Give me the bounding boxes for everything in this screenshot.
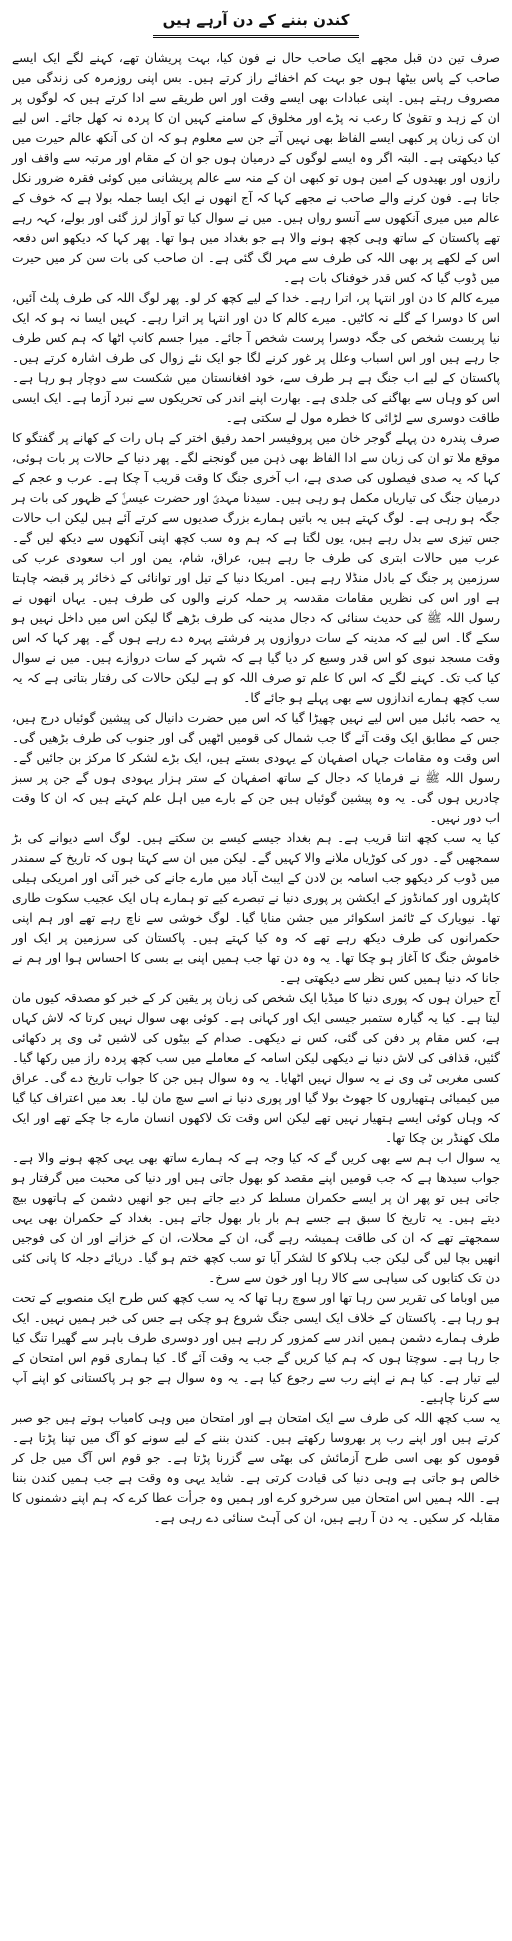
paragraph-5: کیا یہ سب کچھ اتنا قریب ہے۔ ہم بغداد جیسے کیسے بن سکتے ہیں۔ لوگ اسے دیوانے کی بڑ سمجھیں گے۔ دور کی کوڑیاں ملانے والا کہیں گے۔ لیکن میں ان سے کہتا ہوں کہ تاریخ کے سمندر میں ڈوب کر دیکھو جب اسامہ بن لادن کے ایبٹ آباد میں مارے جانے کی خبر آئی اور امریکی ہیلی کاپٹروں اور کمانڈوز کے ایکشن پر پوری دنیا نے تبصرے کیے تو ہمارے ہاں ایک عجیب سکوت طاری تھا۔ نیویارک کے ٹائمز اسکوائر میں جشن منایا گیا۔ لوگ خوشی سے ناچ رہے تھے اور ہم اپنی حکمرانوں کی طرف دیکھ رہے تھے کہ وہ کیا کہتے ہیں۔ پاکستان کی سرزمین پر ایک اور خاموش جنگ کا آغاز ہو چکا تھا۔ یہ وہ دن تھا جب ہمیں اپنی بے بسی کا احساس ہوا اور ہم نے جانا کہ دنیا ہمیں کس نظر سے دیکھتی ہے۔ [12, 831, 500, 985]
paragraph-4: یہ حصہ بائبل میں اس لیے نہیں چھیڑا گیا کہ اس میں حضرت دانیال کی پیشین گوئیاں درج ہیں، جس کے مطابق ایک وقت آئے گا جب شمال کی قومیں اٹھیں گی اور جنوب کی طرف بڑھیں گی۔ اس وقت وہ مقامات جہاں اصفہان کے یہودی بستے ہیں، ایک بڑے لشکر کا مرکز بن جائیں گے۔ رسول اللہ ﷺ نے فرمایا کہ دجال کے ساتھ اصفہان کے ستر ہزار یہودی ہوں گے جن پر سبز چادریں ہوں گی۔ یہ وہ پیشین گوئیاں ہیں جن کے بارے میں اہل علم کہتے ہیں کہ ان کا وقت اب دور نہیں۔ [12, 711, 500, 825]
paragraph-6: آج حیران ہوں کہ پوری دنیا کا میڈیا ایک شخص کی زبان پر یقین کر کے خبر کو مصدقہ کیوں مان لیتا ہے۔ کیا یہ گیارہ ستمبر جیسی ایک اور کہانی ہے۔ کوئی بھی سوال نہیں کرتا کہ لاش کہاں ہے، کس مقام پر دفن کی گئی، کس نے دیکھی۔ صدام کے بیٹوں کی لاشیں ٹی وی پر دکھائی گئیں، قذافی کی لاش دنیا نے دیکھی لیکن اسامہ کے معاملے میں سب کچھ پردہ راز میں رکھا گیا۔ کسی مغربی ٹی وی نے یہ سوال نہیں اٹھایا۔ یہ وہ سوال ہیں جن کا جواب تاریخ دے گی۔ عراق میں کیمیائی ہتھیاروں کا جھوٹ بولا گیا اور پوری دنیا نے اسے سچ مان لیا۔ بعد میں اعتراف کیا گیا کہ وہاں کوئی ایسے ہتھیار نہیں تھے لیکن اس وقت تک لاکھوں انسان مارے جا چکے تھے اور ایک ملک کھنڈر بن چکا تھا۔ [12, 991, 500, 1145]
paragraph-3: صرف پندرہ دن پہلے گوجر خان میں پروفیسر احمد رفیق اختر کے ہاں رات کے کھانے پر گفتگو کا موقع ملا تو ان کی زبان سے ادا الفاظ بھی ذہن میں گونجنے لگے۔ پھر دنیا کے حالات پر بات ہوئی، کہا کہ یہ صدی فیصلوں کی صدی ہے، اب آخری جنگ کا وقت قریب آ چکا ہے۔ عرب و عجم کے درمیان جنگ کی تیاریاں مکمل ہو رہی ہیں۔ سیدنا مہدیؑ اور حضرت عیسیٰؑ کے ظہور کی بات ہر جگہ ہو رہی ہے۔ لوگ کہتے ہیں یہ باتیں ہمارے بزرگ صدیوں سے کرتے آئے ہیں لیکن اب حالات جس تیزی سے بدل رہے ہیں، یوں لگتا ہے کہ ہم وہ سب کچھ اپنی آنکھوں سے دیکھ لیں گے۔ عرب میں حالات ابتری کی طرف جا رہے ہیں، عراق، شام، یمن اور اب سعودی عرب کی سرزمین پر جنگ کے بادل منڈلا رہے ہیں۔ امریکا دنیا کے تیل اور توانائی کے ذخائر پر قبضہ چاہتا ہے اور اس کی نظریں مقامات مقدسہ پر حملہ کرنے والوں کی طرف ہیں۔ یہاں انھوں نے رسول اللہ ﷺ کی حدیث سنائی کہ دجال مدینہ کی طرف بڑھے گا لیکن اس میں داخل نہیں ہو سکے گا۔ اس لیے کہ مدینہ کے سات دروازوں پر فرشتے پہرہ دے رہے ہوں گے۔ پھر کہا کہ اس وقت مسجد نبوی کو اس قدر وسیع کر دیا گیا ہے کہ شہر کے سات دروازے ہیں۔ میں نے سوال کیا کب تک۔ کہنے لگے کہ اس کا علم تو صرف اللہ کو ہے لیکن حالات کی رفتار بتاتی ہے کہ یہ سب کچھ ہمارے اندازوں سے بھی پہلے ہو جائے گا۔ [12, 431, 500, 705]
headline-container [12, 8, 500, 38]
paragraph-1: صرف تین دن قبل مجھے ایک صاحب حال نے فون کیا، بہت پریشان تھے، کہنے لگے ایک ایسے صاحب کے پاس بیٹھا ہوں جو بہت کم اخفائے راز کرتے ہیں۔ بس اپنی روزمرہ کی زندگی میں مصروف رہتے ہیں۔ اپنی عبادات بھی ایسے وقت اور اس طریقے سے ادا کرتے ہیں کہ لوگوں پر ان کے زہد و تقویٰ کا رعب نہ پڑے اور مخلوق کے سامنے کہیں ان کا پردہ نہ کھل جائے۔ اس لیے ان کی زبان پر کبھی ایسے الفاظ بھی نہیں آتے جن سے معلوم ہو کہ ان کی آنکھ عالم حیرت میں کیا دیکھتی ہے۔ البتہ اگر وہ ایسے لوگوں کے درمیان ہوں جو ان کے مقام اور مرتبہ سے واقف اور رازوں اور بھیدوں کے امین ہوں تو کبھی ان کے منہ سے عالم پریشانی میں کوئی فقرہ ضرور نکل جاتا ہے۔ فون کرنے والے صاحب نے مجھے کہا کہ آج انھوں نے ایک ایسا جملہ بولا ہے کہ خوف کے عالم میں میری آنکھوں سے آنسو رواں ہیں۔ میں نے سوال کیا تو آواز لرز گئی اور بولے، کہہ رہے تھے پاکستان کے ساتھ وہی کچھ ہونے والا ہے جو بغداد میں ہوا تھا۔ پھر کہا کہ دیکھو اس دفعہ اس کے لکھے پر بھی اللہ کی طرف سے مہر لگ گئی ہے۔ ان صاحب کی بات سن کر میں حیرت میں ڈوب گیا کہ کس قدر خوفناک بات ہے۔ [12, 51, 500, 285]
paragraph-7: یہ سوال اب ہم سے بھی کریں گے کہ کیا وجہ ہے کہ ہمارے ساتھ بھی یہی کچھ ہونے والا ہے۔ جواب سیدھا ہے کہ جب قومیں اپنے مقصد کو بھول جاتی ہیں اور دنیا کی محبت میں گرفتار ہو جاتی ہیں تو پھر ان پر ایسے حکمران مسلط کر دیے جاتے ہیں جو انھیں دشمن کے ہاتھوں بیچ دیتے ہیں۔ یہ تاریخ کا سبق ہے جسے ہم بار بار بھول جاتے ہیں۔ بغداد کے حکمران بھی یہی سمجھتے تھے کہ ان کی طاقت ہمیشہ رہے گی، ان کے محلات، ان کے خزانے اور ان کی فوجیں انھیں بچا لیں گی لیکن جب ہلاکو کا لشکر آیا تو سب کچھ ختم ہو گیا۔ دریائے دجلہ کا پانی کئی دن تک کتابوں کی سیاہی سے کالا رہا اور خون سے سرخ۔ [12, 1151, 500, 1285]
paragraph-9: یہ سب کچھ اللہ کی طرف سے ایک امتحان ہے اور امتحان میں وہی کامیاب ہوتے ہیں جو صبر کرتے ہیں اور اپنے رب پر بھروسا رکھتے ہیں۔ کندن بننے کے لیے سونے کو آگ میں تپنا پڑتا ہے۔ قوموں کو بھی اسی طرح آزمائش کی بھٹی سے گزرنا پڑتا ہے۔ جو قوم اس آگ میں جل کر خالص ہو جاتی ہے وہی دنیا کی قیادت کرتی ہے۔ شاید یہی وہ وقت ہے جب ہمیں کندن بننا ہے۔ اللہ ہمیں اس امتحان میں سرخرو کرے اور ہمیں وہ جرأت عطا کرے کہ ہم اپنے دشمنوں کا مقابلہ کر سکیں۔ یہ دن آ رہے ہیں، ان کی آہٹ سنائی دے رہی ہے۔ [12, 1411, 500, 1525]
article-body [12, 48, 500, 1528]
column-headline: کندن بننے کے دن آرہے ہیں [153, 8, 360, 38]
paragraph-8: میں اوباما کی تقریر سن رہا تھا اور سوچ رہا تھا کہ یہ سب کچھ کس طرح ایک منصوبے کے تحت ہو رہا ہے۔ پاکستان کے خلاف ایک ایسی جنگ شروع ہو چکی ہے جس کی خبر ہمیں نہیں۔ ایک طرف ہمارے دشمن ہمیں اندر سے کمزور کر رہے ہیں اور دوسری طرف باہر سے گھیرا تنگ کیا جا رہا ہے۔ سوچتا ہوں کہ ہم کیا کریں گے جب یہ وقت آئے گا۔ کیا ہماری قوم اس امتحان کے لیے تیار ہے۔ کیا ہم نے اپنے رب سے رجوع کیا ہے۔ یہ وہ سوال ہے جو ہر پاکستانی کو اپنے آپ سے کرنا چاہیے۔ [11, 1291, 500, 1405]
paragraph-2: میرے کالم کا دن اور انتہا پر، اترا رہے۔ خدا کے لیے کچھ کر لو۔ پھر لوگ اللہ کی طرف پلٹ آئیں، اس کا دوسرا کے گلے نہ کاٹیں۔ میرے کالم کا دن اور انتہا پر اترا رہے۔ کہیں ایسا نہ ہو کہ ایک نیا پربست شخص کی جگہ دوسرا پرست شخص آ جائے۔ میرا جسم کانپ اٹھا کہ ہم کس طرف جا رہے ہیں اور اس اسباب وعلل پر غور کرنے لگا جو ایک نئے زوال کی طرف اشارہ کرتے ہیں۔ پاکستان کے لیے اب جنگ ہے ہر طرف سے، خود افغانستان میں شکست سے دوچار ہو رہا ہے۔ اس کو وہاں سے بھاگنے کی جلدی ہے۔ بھارت اپنے اندر کی تحریکوں سے نبرد آزما ہے۔ ایک ایسی طاقت دوسری سے لڑائی کا خطرہ مول لے سکتی ہے۔ [12, 291, 500, 425]
